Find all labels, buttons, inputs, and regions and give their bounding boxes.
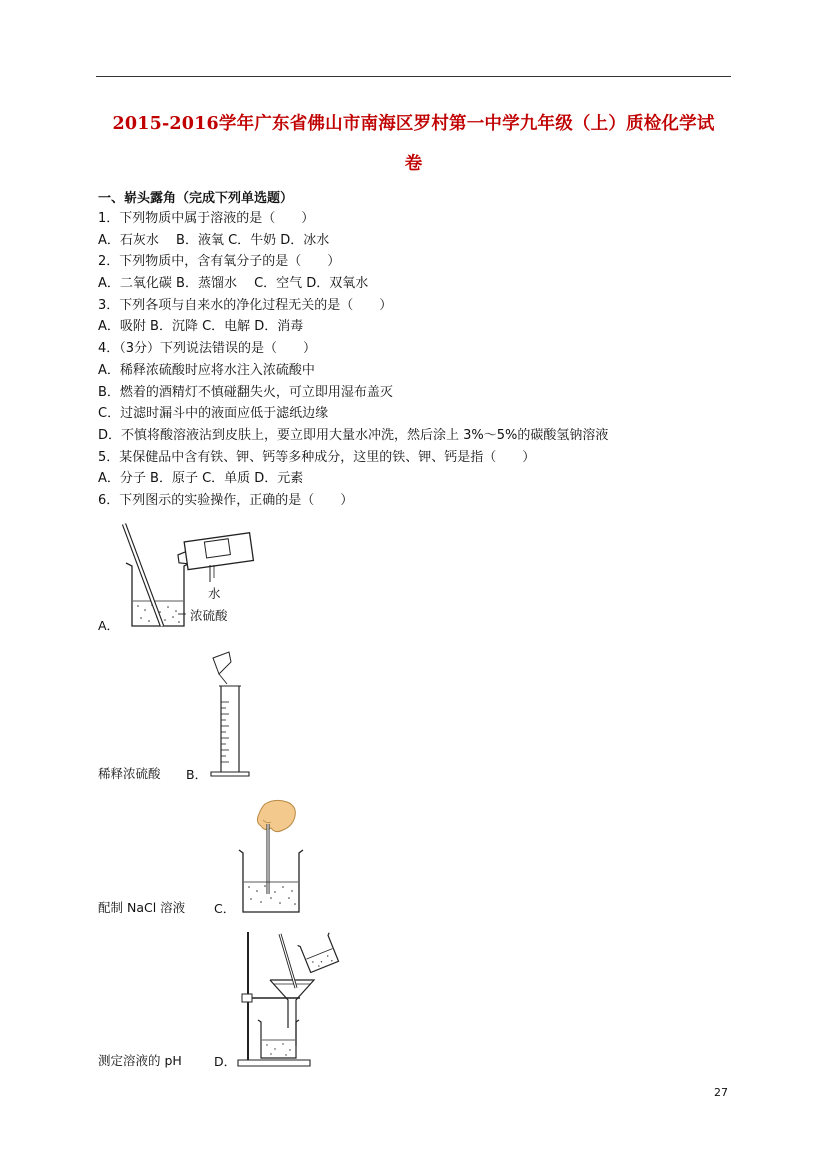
figure-c-option-label: C． xyxy=(214,901,236,916)
document-title: 2015-2016学年广东省佛山市南海区罗村第一中学九年级（上）质检化学试 xyxy=(112,114,715,134)
figure-a-acid-label: 浓硫酸 xyxy=(190,608,228,623)
option-line: A．分子 B．原子 C．单质 D．元素 xyxy=(98,471,304,487)
figure-d-filtration-illustration xyxy=(234,928,344,1068)
header-rule xyxy=(96,76,731,77)
figure-a-water-label: 水 xyxy=(208,586,221,601)
option-line: D．不慎将酸溶液沾到皮肤上，要立即用大量水冲洗，然后涂上 3%～5%的碳酸氢钠溶液 xyxy=(98,427,609,443)
question-line: 3．下列各项与自来水的净化过程无关的是（ ） xyxy=(98,297,393,313)
question-line: 1．下列物质中属于溶液的是（ ） xyxy=(98,211,315,226)
question-line: 6．下列图示的实验操作，正确的是（ ） xyxy=(98,492,354,508)
figure-c-caption: 配制 NaCl 溶液 xyxy=(98,900,186,915)
figure-d-option-label: D． xyxy=(214,1054,237,1069)
question-list xyxy=(98,208,738,512)
option-line: A．石灰水 B．液氧 C．牛奶 D．冰水 xyxy=(98,232,330,248)
question-line: 2．下列物质中，含有氧分子的是（ ） xyxy=(98,254,341,270)
page-number: 27 xyxy=(714,1086,728,1099)
section-heading: 一、崭头露角（完成下列单选题） xyxy=(98,191,294,206)
figure-d-caption: 测定溶液的 pH xyxy=(98,1053,182,1068)
document-title-continued: 卷 xyxy=(404,154,423,174)
option-line: A．二氧化碳 B．蒸馏水 C．空气 D．双氧水 xyxy=(98,276,369,292)
figure-b-cylinder-illustration xyxy=(205,650,265,782)
figure-a-option-label: A． xyxy=(98,618,120,633)
figure-b-caption: 稀释浓硫酸 xyxy=(98,766,161,781)
option-line: A．吸附 B．沉降 C．电解 D．消毒 xyxy=(98,319,304,335)
option-line: A．稀释浓硫酸时应将水注入浓硫酸中 xyxy=(98,362,315,378)
figure-b-option-label: B． xyxy=(186,767,208,782)
option-line: B．燃着的酒精灯不慎碰翻失火，可立即用湿布盖灭 xyxy=(98,384,393,400)
question-line: 5．某保健品中含有铁、钾、钙等多种成分，这里的铁、钾、钙是指（ ） xyxy=(98,449,536,465)
question-line: 4．（3分）下列说法错误的是（ ） xyxy=(98,341,317,357)
figure-c-stirring-illustration xyxy=(235,798,305,916)
option-line: C．过滤时漏斗中的液面应低于滤纸边缘 xyxy=(98,406,329,422)
